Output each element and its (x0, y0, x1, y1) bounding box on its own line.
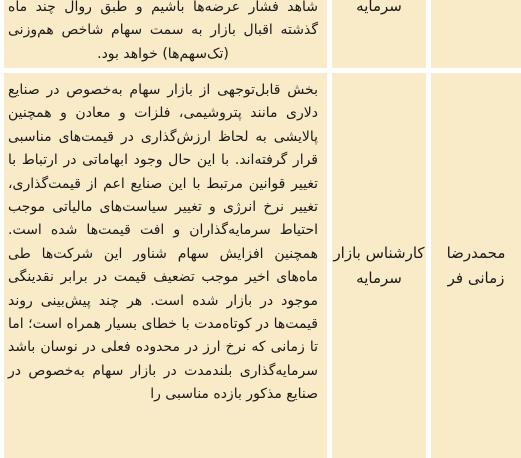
name-cell (431, 73, 521, 458)
table-row (0, 0, 521, 68)
opinion-text: شاهد فشار عرضه‌ها باشیم و طبق روال چند ماه گذشته اقبال بازار به سمت سهام شاخص هم‌وزنی (تک‌سهم‌ها) خواهد بود. (8, 0, 318, 62)
person-role: کارشناس بازار سرمایه (333, 244, 425, 287)
role-cell (332, 0, 426, 68)
name-cell (431, 0, 521, 68)
opinion-cell (4, 73, 327, 458)
table-row (0, 73, 521, 458)
person-name: محمدرضا زمانی فر (446, 244, 506, 287)
person-role: سرمایه (356, 0, 402, 15)
role-cell (332, 73, 426, 458)
opinion-cell (4, 0, 327, 68)
opinion-text: بخش قابل‌توجهی از بازار سهام به‌خصوص در صنایع دلاری مانند پتروشیمی، فلزات و معادن و همچنین پالایشی به لحاظ ارزش‌گذاری در قیمت‌های مناسبی قرار گرفته‌اند. با این حال وجود ابهاماتی در ارتباط با تغییر قوانین مرتبط با این صنایع اعم از قیمت‌گذاری، تغییر نرخ انرژی و تغییر سیاست‌های مالیاتی موجب احتیاط سرمایه‌گذاران و افت قیمت‌ها شده است. همچنین افزایش سهام شناور این شرکت‌ها طی ماه‌های اخیر موجب تضعیف قیمت در برابر نقدینگی موجود در بازار شده است. هر چند پیش‌بینی روند قیمت‌ها در کوتاه‌مدت با خطای بسیار همراه است؛ اما تا زمانی که نرخ ارز در محدوده فعلی در نوسان باشد سرمایه‌گذاری بلندمدت در بازار سهام به‌خصوص در صنایع مذکور بازده مناسبی را (8, 82, 318, 403)
